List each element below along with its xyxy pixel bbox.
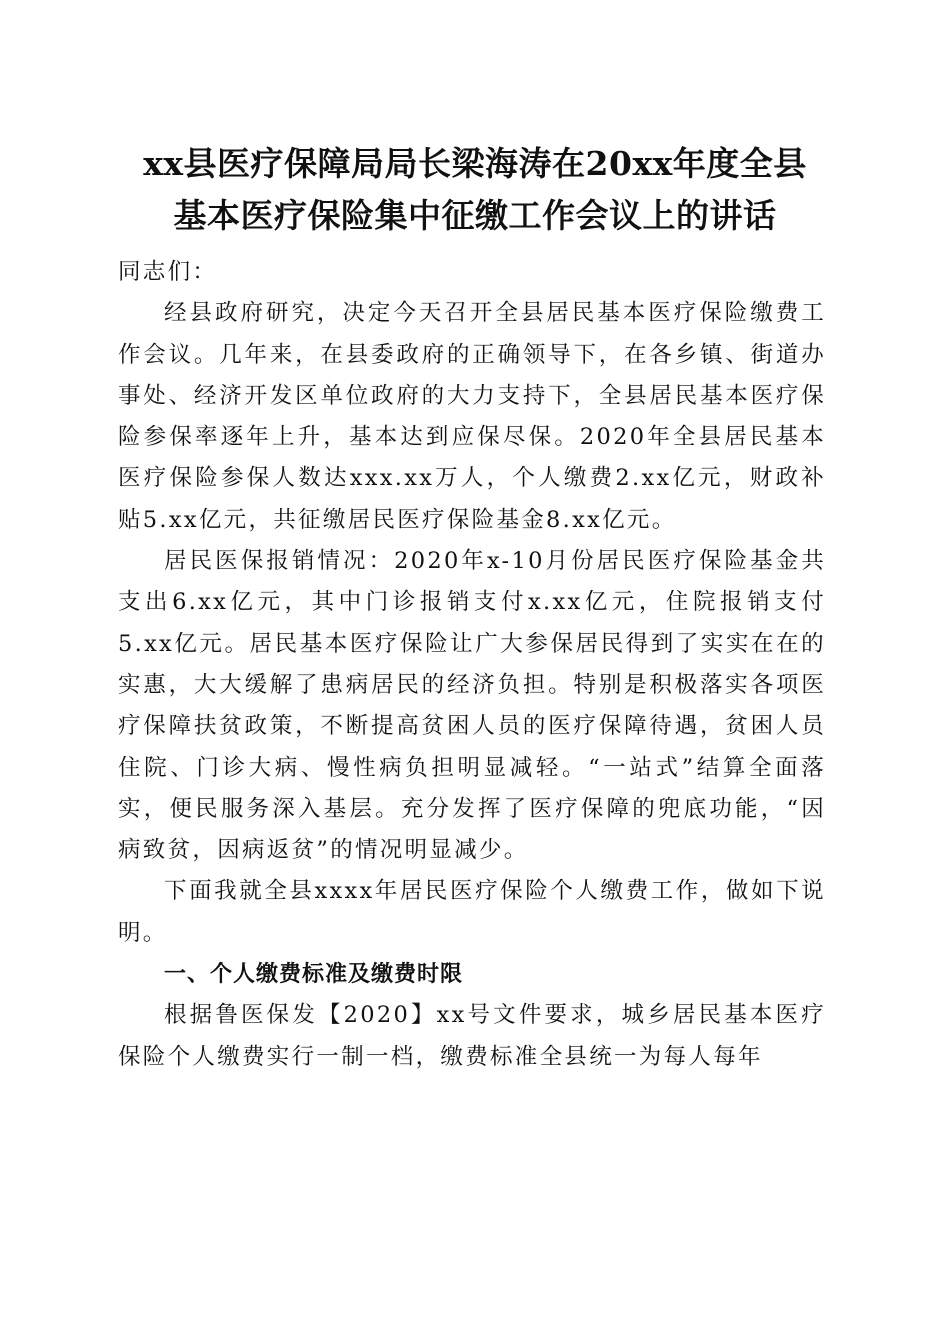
paragraph-section-1: 根据鲁医保发【2020】xx号文件要求，城乡居民基本医疗保险个人缴费实行一制一档，缴费标准全县统一为每人每年 <box>118 1002 826 1070</box>
paragraph-transition: 下面我就全县xxxx年居民医疗保险个人缴费工作，做如下说明。 <box>118 878 826 946</box>
document-title <box>100 138 850 242</box>
document-body <box>118 252 826 1078</box>
title-line-2: 基本医疗保险集中征缴工作会议上的讲话 <box>173 196 777 235</box>
paragraph-reimbursement: 居民医保报销情况：2020年x-10月份居民医疗保险基金共支出6.xx亿元，其中门诊报销支付x.xx亿元，住院报销支付5.xx亿元。居民基本医疗保险让广大参保居民得到了实实在在的实惠，大大缓解了患病居民的经济负担。特别是积极落实各项医疗保障扶贫政策，不断提高贫困人员的医疗保障待遇，贫困人员住院、门诊大病、慢性病负担明显减轻。“一站式”结算全面落实，便民服务深入基层。充分发挥了医疗保障的兜底功能，“因病致贫，因病返贫”的情况明显减少。 <box>118 548 826 864</box>
salutation: 同志们： <box>118 259 218 285</box>
title-line-1: xx县医疗保障局局长梁海涛在20xx年度全县 <box>143 144 807 183</box>
paragraph-intro: 经县政府研究，决定今天召开全县居民基本医疗保险缴费工作会议。几年来，在县委政府的正确领导下，在各乡镇、街道办事处、经济开发区单位政府的大力支持下，全县居民基本医疗保险参保率逐年上升，基本达到应保尽保。2020年全县居民基本医疗保险参保人数达xxx.xx万人，个人缴费2.xx亿元，财政补贴5.xx亿元，共征缴居民医疗保险基金8.xx亿元。 <box>118 300 826 533</box>
section-heading-1: 一、个人缴费标准及缴费时限 <box>164 962 464 988</box>
